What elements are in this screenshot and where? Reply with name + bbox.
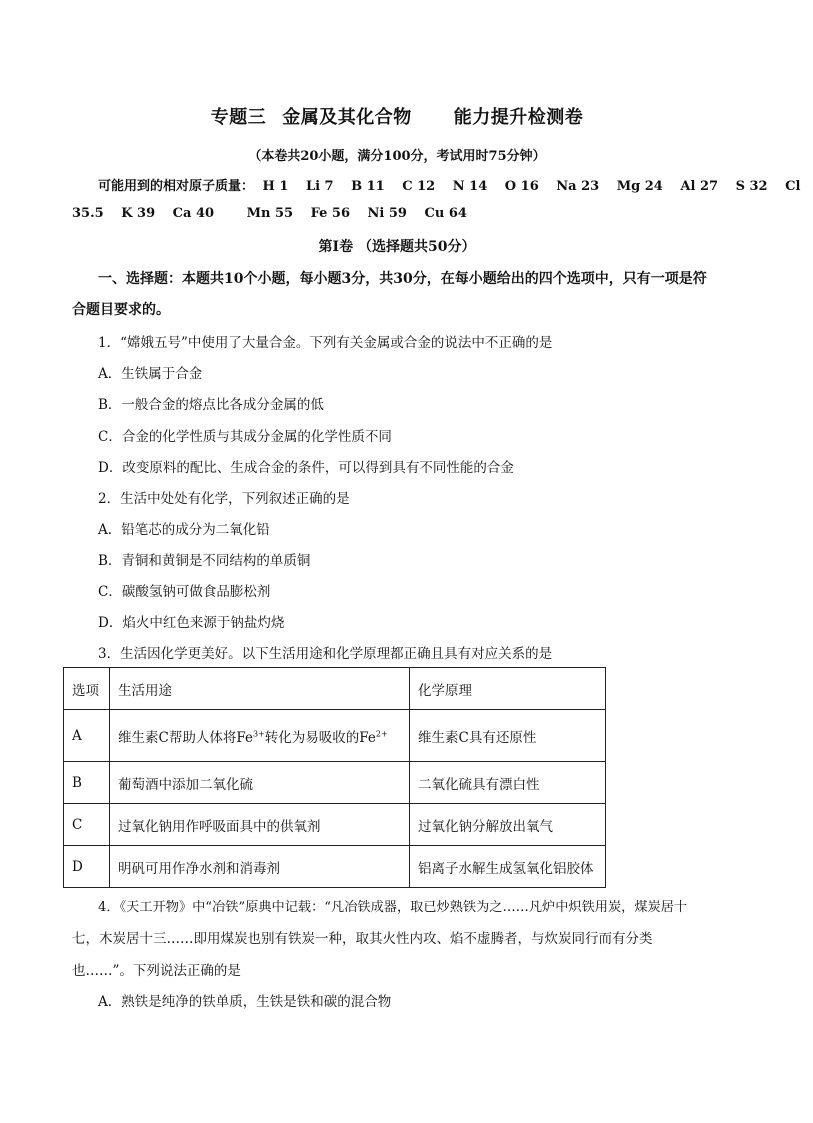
q4-option-a: A．熟铁是纯净的铁单质，生铁是铁和碳的混合物 bbox=[98, 994, 392, 1010]
title-part1: 专题三 bbox=[210, 107, 267, 128]
mass-item: Na 23 bbox=[556, 179, 600, 194]
row-use: 葡萄酒中添加二氧化硫 bbox=[110, 762, 410, 804]
atomic-masses-label: 可能用到的相对原子质量： bbox=[98, 179, 255, 194]
title-part3: 能力提升检测卷 bbox=[453, 107, 584, 128]
ion-charge: 2+ bbox=[375, 729, 388, 738]
mass-item: Mn 55 bbox=[246, 206, 294, 221]
table-header-row bbox=[64, 668, 606, 710]
q3-stem: 3．生活因化学更美好。以下生活用途和化学原理都正确且具有对应关系的是 bbox=[98, 646, 553, 662]
row-principle: 维生素C具有还原性 bbox=[410, 710, 606, 762]
row-principle: 铝离子水解生成氢氧化铝胶体 bbox=[410, 846, 606, 888]
q2-option-d: D．焰火中红色来源于钠盐灼烧 bbox=[98, 615, 285, 631]
mass-item: N 14 bbox=[452, 179, 488, 194]
mass-item: O 16 bbox=[504, 179, 539, 194]
mass-item: H 1 bbox=[262, 179, 289, 194]
mass-item: Cl bbox=[785, 179, 801, 194]
section-title: 第I卷 （选择题共50分） bbox=[318, 239, 476, 255]
mass-item: K 39 bbox=[121, 206, 156, 221]
q1-option-d: D．改变原料的配比、生成合金的条件，可以得到具有不同性能的合金 bbox=[98, 460, 514, 476]
row-principle: 过氧化钠分解放出氧气 bbox=[410, 804, 606, 846]
row-use: 过氧化钠用作呼吸面具中的供氧剂 bbox=[110, 804, 410, 846]
mass-item: Li 7 bbox=[305, 179, 334, 194]
page-title bbox=[0, 103, 794, 129]
atomic-masses-line1 bbox=[98, 175, 813, 194]
title-part2: 金属及其化合物 bbox=[282, 107, 412, 128]
q2-stem: 2．生活中处处有化学，下列叙述正确的是 bbox=[98, 491, 350, 507]
row-option: B bbox=[64, 762, 110, 804]
ion-charge: 3+ bbox=[252, 729, 265, 738]
mass-item: B 11 bbox=[351, 179, 385, 194]
use-text: 维生素C帮助人体将 bbox=[118, 729, 237, 746]
q2-option-a: A．铅笔芯的成分为二氧化铅 bbox=[98, 522, 270, 538]
row-option: D bbox=[64, 846, 110, 888]
q1-option-a: A．生铁属于合金 bbox=[98, 366, 203, 382]
mass-item: Al 27 bbox=[680, 179, 719, 194]
mass-item: Cu 64 bbox=[424, 206, 467, 221]
header-principle: 化学原理 bbox=[410, 668, 606, 710]
table-row bbox=[64, 804, 606, 846]
row-use bbox=[110, 710, 410, 762]
q1-stem: 1．“嫦娥五号”中使用了大量合金。下列有关金属或合金的说法中不正确的是 bbox=[98, 335, 553, 351]
q4-stem-line1: 4．《天工开物》中“冶铁”原典中记载：“凡冶铁成器，取已炒熟铁为之……凡炉中炽铁用炭，煤炭居十 bbox=[98, 900, 688, 915]
mass-item: Fe 56 bbox=[310, 206, 350, 221]
q2-option-c: C．碳酸氢钠可做食品膨松剂 bbox=[98, 584, 271, 600]
q4-stem-line2: 七，木炭居十三……即用煤炭也别有铁炭一种，取其火性内攻、焰不虚腾者，与炊炭同行而有分类 bbox=[72, 931, 653, 947]
mass-item: Mg 24 bbox=[616, 179, 663, 194]
row-option: C bbox=[64, 804, 110, 846]
mass-item: C 12 bbox=[402, 179, 436, 194]
atomic-masses-line2 bbox=[72, 206, 480, 221]
row-option: A bbox=[64, 710, 110, 762]
q2-option-b: B．青铜和黄铜是不同结构的单质铜 bbox=[98, 553, 311, 569]
header-use: 生活用途 bbox=[110, 668, 410, 710]
table-row bbox=[64, 846, 606, 888]
mass-item: Ni 59 bbox=[367, 206, 407, 221]
instructions-line2: 合题目要求的。 bbox=[72, 302, 170, 318]
q3-table bbox=[63, 667, 606, 888]
mass-item: Ca 40 bbox=[172, 206, 215, 221]
mass-item: 35.5 bbox=[72, 206, 104, 221]
use-text: 转化为易吸收的 bbox=[264, 729, 360, 746]
header-option: 选项 bbox=[64, 668, 110, 710]
mass-item: S 32 bbox=[735, 179, 768, 194]
instructions-line1: 一、选择题：本题共10个小题，每小题3分，共30分，在每小题给出的四个选项中，只有一项是符 bbox=[98, 271, 707, 287]
q4-stem-line3: 也……”。下列说法正确的是 bbox=[72, 963, 241, 979]
row-principle: 二氧化硫具有漂白性 bbox=[410, 762, 606, 804]
ion-symbol: Fe bbox=[236, 729, 253, 746]
exam-subtitle: （本卷共20小题，满分100分，考试用时75分钟） bbox=[248, 149, 546, 164]
q1-option-b: B．一般合金的熔点比各成分金属的低 bbox=[98, 397, 324, 413]
ion-symbol: Fe bbox=[359, 729, 376, 746]
q1-option-c: C．合金的化学性质与其成分金属的化学性质不同 bbox=[98, 429, 392, 445]
row-use: 明矾可用作净水剂和消毒剂 bbox=[110, 846, 410, 888]
table-row bbox=[64, 710, 606, 762]
table-row bbox=[64, 762, 606, 804]
